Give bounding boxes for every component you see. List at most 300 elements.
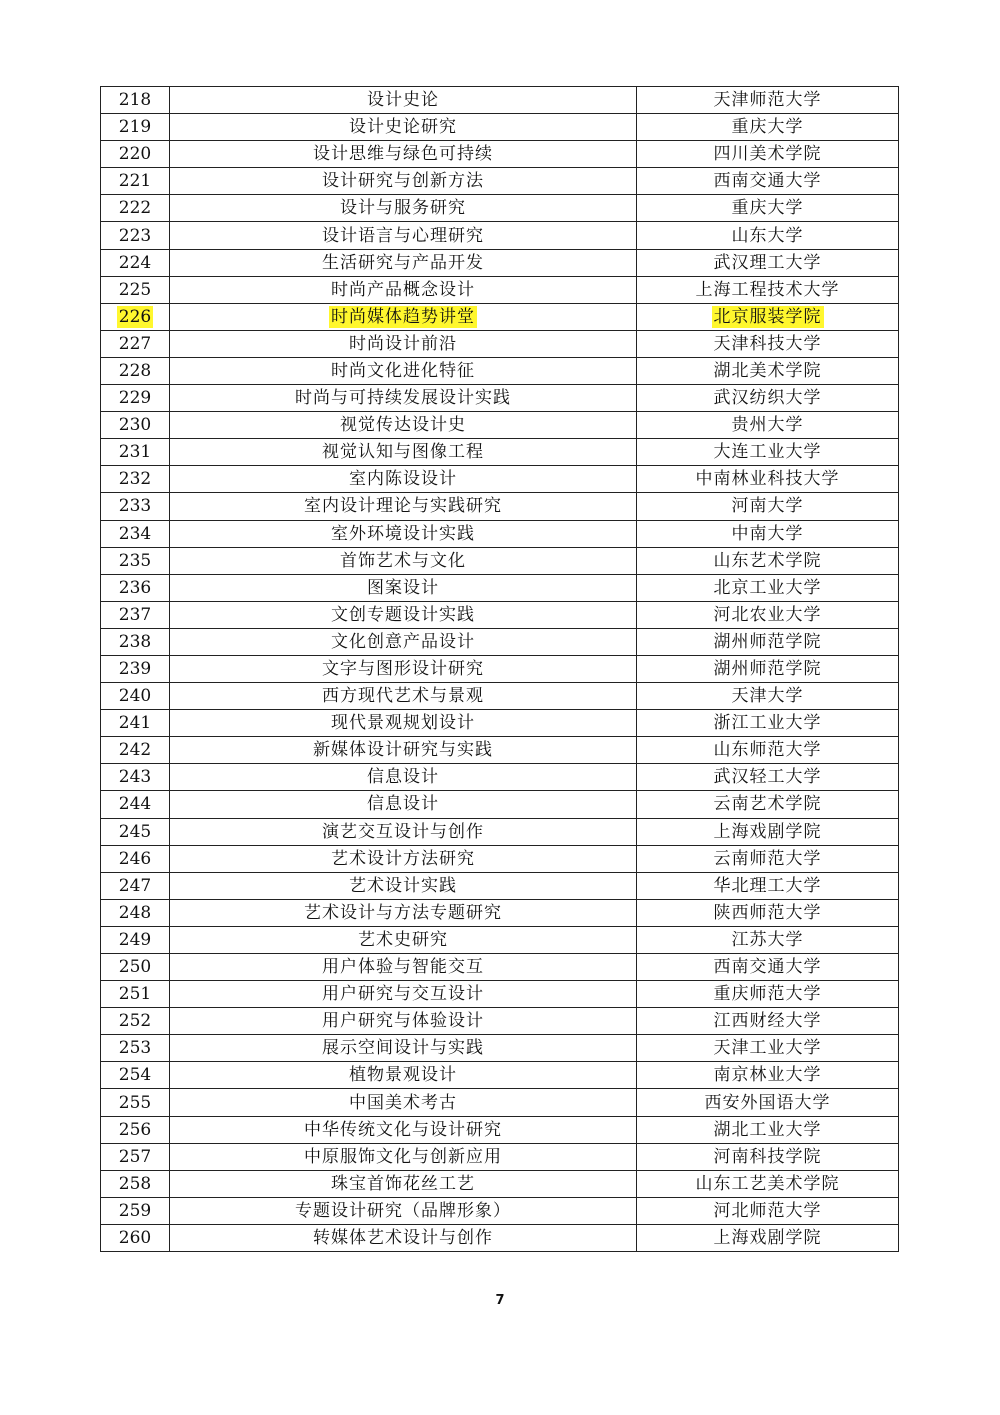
- course-name-cell: [170, 981, 637, 1008]
- row-number: 259: [118, 1200, 152, 1221]
- school-name-cell: [637, 141, 899, 168]
- course-name: 专题设计研究（品牌形象）: [295, 1200, 511, 1221]
- course-table: [100, 86, 899, 1252]
- row-number-cell: [101, 114, 170, 141]
- row-number-cell: [101, 899, 170, 926]
- course-name-cell: [170, 547, 637, 574]
- row-number-cell: [101, 1143, 170, 1170]
- table-row: [101, 872, 899, 899]
- course-name-cell: [170, 303, 637, 330]
- course-name-cell: [170, 357, 637, 384]
- row-number-cell: [101, 872, 170, 899]
- school-name: 华北理工大学: [713, 875, 822, 896]
- table-row: [101, 1197, 899, 1224]
- table-row: [101, 574, 899, 601]
- course-name-cell: [170, 628, 637, 655]
- school-name: 西南交通大学: [713, 957, 822, 978]
- table-row: [101, 412, 899, 439]
- table-row: [101, 899, 899, 926]
- school-name: 江西财经大学: [713, 1011, 822, 1032]
- course-name-cell: [170, 141, 637, 168]
- course-name: 设计与服务研究: [340, 198, 466, 219]
- table-row: [101, 168, 899, 195]
- row-number: 226: [118, 306, 152, 327]
- school-name-cell: [637, 439, 899, 466]
- table-row: [101, 601, 899, 628]
- course-name: 艺术设计与方法专题研究: [304, 902, 502, 923]
- table-row: [101, 1224, 899, 1251]
- row-number-cell: [101, 330, 170, 357]
- course-name: 中国美术考古: [349, 1092, 457, 1113]
- row-number-cell: [101, 303, 170, 330]
- row-number: 232: [118, 469, 152, 490]
- row-number-cell: [101, 601, 170, 628]
- table-row: [101, 1035, 899, 1062]
- row-number: 239: [118, 659, 152, 680]
- course-name: 室外环境设计实践: [331, 523, 475, 544]
- course-name-cell: [170, 737, 637, 764]
- table-body: [101, 87, 899, 1252]
- row-number: 240: [118, 686, 152, 707]
- school-name: 山东艺术学院: [713, 550, 822, 571]
- school-name: 上海戏剧学院: [713, 1227, 822, 1248]
- row-number: 248: [118, 902, 152, 923]
- row-number-cell: [101, 87, 170, 114]
- table-row: [101, 1008, 899, 1035]
- course-name-cell: [170, 168, 637, 195]
- table-row: [101, 114, 899, 141]
- course-name-cell: [170, 899, 637, 926]
- course-name-cell: [170, 87, 637, 114]
- school-name-cell: [637, 276, 899, 303]
- table-row: [101, 493, 899, 520]
- course-name: 视觉传达设计史: [340, 415, 466, 436]
- row-number: 252: [118, 1011, 152, 1032]
- course-name: 艺术设计实践: [349, 875, 457, 896]
- school-name: 天津师范大学: [713, 90, 822, 111]
- course-name: 艺术史研究: [358, 929, 448, 950]
- row-number: 251: [118, 984, 152, 1005]
- school-name-cell: [637, 357, 899, 384]
- course-name: 生活研究与产品开发: [322, 252, 484, 273]
- school-name: 重庆大学: [731, 198, 804, 219]
- row-number: 224: [118, 252, 152, 273]
- course-name: 艺术设计方法研究: [331, 848, 475, 869]
- row-number: 235: [118, 550, 152, 571]
- course-name-cell: [170, 520, 637, 547]
- course-name-cell: [170, 114, 637, 141]
- row-number-cell: [101, 764, 170, 791]
- table-row: [101, 1116, 899, 1143]
- course-name-cell: [170, 1062, 637, 1089]
- table-row: [101, 195, 899, 222]
- course-name: 文字与图形设计研究: [322, 659, 484, 680]
- row-number: 231: [118, 442, 152, 463]
- table-row: [101, 764, 899, 791]
- course-name: 设计研究与创新方法: [322, 171, 484, 192]
- school-name: 武汉理工大学: [713, 252, 822, 273]
- course-name: 用户研究与交互设计: [322, 984, 484, 1005]
- course-name: 演艺交互设计与创作: [322, 821, 484, 842]
- school-name-cell: [637, 1008, 899, 1035]
- row-number: 233: [118, 496, 152, 517]
- row-number-cell: [101, 276, 170, 303]
- school-name: 西南交通大学: [713, 171, 822, 192]
- school-name-cell: [637, 168, 899, 195]
- row-number-cell: [101, 439, 170, 466]
- row-number-cell: [101, 574, 170, 601]
- course-name: 文创专题设计实践: [331, 604, 475, 625]
- course-name: 时尚媒体趋势讲堂: [331, 306, 475, 327]
- row-number-cell: [101, 845, 170, 872]
- course-name-cell: [170, 791, 637, 818]
- row-number: 227: [118, 333, 152, 354]
- row-number: 222: [118, 198, 152, 219]
- school-name: 河北师范大学: [713, 1200, 822, 1221]
- school-name: 云南艺术学院: [713, 794, 822, 815]
- table-row: [101, 628, 899, 655]
- course-name-cell: [170, 764, 637, 791]
- school-name: 湖北工业大学: [713, 1119, 822, 1140]
- table-row: [101, 1143, 899, 1170]
- school-name-cell: [637, 412, 899, 439]
- table-row: [101, 1170, 899, 1197]
- school-name-cell: [637, 1089, 899, 1116]
- table-row: [101, 439, 899, 466]
- course-name: 时尚与可持续发展设计实践: [295, 388, 511, 409]
- course-name: 室内陈设设计: [349, 469, 457, 490]
- row-number-cell: [101, 818, 170, 845]
- row-number-cell: [101, 1197, 170, 1224]
- page-number: 7: [495, 1293, 505, 1308]
- table-row: [101, 222, 899, 249]
- row-number-cell: [101, 195, 170, 222]
- school-name-cell: [637, 114, 899, 141]
- course-name: 文化创意产品设计: [331, 631, 475, 652]
- row-number: 218: [118, 90, 152, 111]
- school-name-cell: [637, 899, 899, 926]
- school-name-cell: [637, 683, 899, 710]
- row-number: 253: [118, 1038, 152, 1059]
- course-name-cell: [170, 710, 637, 737]
- row-number: 220: [118, 144, 152, 165]
- table-row: [101, 683, 899, 710]
- course-name: 时尚文化进化特征: [331, 360, 475, 381]
- row-number-cell: [101, 1008, 170, 1035]
- course-name: 设计史论: [367, 90, 439, 111]
- course-name-cell: [170, 412, 637, 439]
- row-number: 258: [118, 1173, 152, 1194]
- table-row: [101, 357, 899, 384]
- school-name-cell: [637, 222, 899, 249]
- course-name: 新媒体设计研究与实践: [313, 740, 493, 761]
- course-name-cell: [170, 1170, 637, 1197]
- school-name: 云南师范大学: [713, 848, 822, 869]
- row-number: 242: [118, 740, 152, 761]
- course-name-cell: [170, 249, 637, 276]
- row-number: 228: [118, 360, 152, 381]
- school-name-cell: [637, 1143, 899, 1170]
- row-number: 230: [118, 415, 152, 436]
- school-name-cell: [637, 845, 899, 872]
- row-number: 236: [118, 577, 152, 598]
- course-name-cell: [170, 872, 637, 899]
- table-row: [101, 466, 899, 493]
- course-name-cell: [170, 574, 637, 601]
- row-number: 229: [118, 388, 152, 409]
- school-name: 山东大学: [731, 225, 804, 246]
- course-name: 时尚设计前沿: [349, 333, 457, 354]
- school-name-cell: [637, 628, 899, 655]
- row-number-cell: [101, 954, 170, 981]
- school-name-cell: [637, 493, 899, 520]
- course-name: 用户体验与智能交互: [322, 957, 484, 978]
- row-number-cell: [101, 926, 170, 953]
- school-name: 上海戏剧学院: [713, 821, 822, 842]
- row-number: 249: [118, 929, 152, 950]
- table-row: [101, 981, 899, 1008]
- table-row: [101, 737, 899, 764]
- school-name-cell: [637, 547, 899, 574]
- table-row: [101, 547, 899, 574]
- school-name-cell: [637, 1170, 899, 1197]
- row-number: 247: [118, 875, 152, 896]
- course-name-cell: [170, 439, 637, 466]
- school-name: 大连工业大学: [713, 442, 822, 463]
- course-name-cell: [170, 655, 637, 682]
- course-name-cell: [170, 1035, 637, 1062]
- course-name-cell: [170, 1089, 637, 1116]
- school-name-cell: [637, 330, 899, 357]
- table-row: [101, 87, 899, 114]
- school-name: 南京林业大学: [713, 1065, 822, 1086]
- school-name: 中南大学: [731, 523, 804, 544]
- school-name-cell: [637, 520, 899, 547]
- row-number-cell: [101, 168, 170, 195]
- school-name-cell: [637, 791, 899, 818]
- school-name-cell: [637, 195, 899, 222]
- row-number-cell: [101, 1089, 170, 1116]
- school-name: 湖北美术学院: [713, 360, 822, 381]
- course-name: 转媒体艺术设计与创作: [313, 1227, 493, 1248]
- school-name: 河南大学: [731, 496, 804, 517]
- school-name: 河北农业大学: [713, 604, 822, 625]
- course-name-cell: [170, 385, 637, 412]
- row-number: 237: [118, 604, 152, 625]
- school-name-cell: [637, 764, 899, 791]
- course-name-cell: [170, 466, 637, 493]
- course-name-cell: [170, 1116, 637, 1143]
- course-name-cell: [170, 926, 637, 953]
- course-name: 信息设计: [367, 794, 439, 815]
- school-name: 天津科技大学: [713, 333, 822, 354]
- row-number: 243: [118, 767, 152, 788]
- course-name-cell: [170, 1008, 637, 1035]
- row-number-cell: [101, 249, 170, 276]
- school-name-cell: [637, 710, 899, 737]
- school-name-cell: [637, 1224, 899, 1251]
- course-name: 中原服饰文化与创新应用: [304, 1146, 502, 1167]
- table-row: [101, 791, 899, 818]
- row-number-cell: [101, 141, 170, 168]
- school-name: 四川美术学院: [713, 144, 822, 165]
- row-number-cell: [101, 357, 170, 384]
- school-name-cell: [637, 249, 899, 276]
- course-name-cell: [170, 954, 637, 981]
- table-row: [101, 655, 899, 682]
- school-name: 江苏大学: [731, 929, 804, 950]
- school-name: 上海工程技术大学: [695, 279, 840, 300]
- course-name-cell: [170, 330, 637, 357]
- course-name: 设计思维与绿色可持续: [313, 144, 493, 165]
- row-number-cell: [101, 1224, 170, 1251]
- school-name: 湖州师范学院: [713, 631, 822, 652]
- row-number-cell: [101, 1035, 170, 1062]
- table-row: [101, 330, 899, 357]
- school-name: 陕西师范大学: [713, 902, 822, 923]
- course-name: 设计史论研究: [349, 117, 457, 138]
- table-row: [101, 276, 899, 303]
- row-number-cell: [101, 981, 170, 1008]
- school-name: 中南林业科技大学: [695, 469, 840, 490]
- table-row: [101, 954, 899, 981]
- school-name-cell: [637, 818, 899, 845]
- row-number: 238: [118, 631, 152, 652]
- row-number: 254: [118, 1065, 152, 1086]
- table-row: [101, 818, 899, 845]
- row-number-cell: [101, 683, 170, 710]
- school-name: 重庆大学: [731, 117, 804, 138]
- row-number-cell: [101, 1062, 170, 1089]
- row-number: 255: [118, 1092, 152, 1113]
- row-number-cell: [101, 466, 170, 493]
- school-name: 武汉纺织大学: [713, 388, 822, 409]
- school-name: 山东工艺美术学院: [695, 1173, 840, 1194]
- table-row: [101, 710, 899, 737]
- school-name-cell: [637, 737, 899, 764]
- course-name-cell: [170, 845, 637, 872]
- course-name: 珠宝首饰花丝工艺: [331, 1173, 475, 1194]
- row-number: 234: [118, 523, 152, 544]
- school-name-cell: [637, 954, 899, 981]
- school-name: 重庆师范大学: [713, 984, 822, 1005]
- school-name: 贵州大学: [731, 415, 804, 436]
- row-number-cell: [101, 520, 170, 547]
- course-name-cell: [170, 493, 637, 520]
- school-name: 浙江工业大学: [713, 713, 822, 734]
- course-name-cell: [170, 222, 637, 249]
- row-number-cell: [101, 1170, 170, 1197]
- school-name: 河南科技学院: [713, 1146, 822, 1167]
- course-name: 西方现代艺术与景观: [322, 686, 484, 707]
- course-name: 图案设计: [367, 577, 439, 598]
- school-name-cell: [637, 466, 899, 493]
- row-number: 250: [118, 957, 152, 978]
- row-number: 257: [118, 1146, 152, 1167]
- course-name: 室内设计理论与实践研究: [304, 496, 502, 517]
- row-number: 246: [118, 848, 152, 869]
- table-row: [101, 249, 899, 276]
- school-name-cell: [637, 655, 899, 682]
- school-name-cell: [637, 601, 899, 628]
- course-name: 信息设计: [367, 767, 439, 788]
- row-number: 225: [118, 279, 152, 300]
- table-row: [101, 141, 899, 168]
- school-name-cell: [637, 574, 899, 601]
- school-name-cell: [637, 1062, 899, 1089]
- course-name-cell: [170, 818, 637, 845]
- course-name: 首饰艺术与文化: [340, 550, 466, 571]
- school-name: 北京服装学院: [713, 306, 822, 327]
- row-number-cell: [101, 655, 170, 682]
- row-number-cell: [101, 493, 170, 520]
- table-row: [101, 845, 899, 872]
- row-number: 221: [118, 171, 152, 192]
- table-row: [101, 385, 899, 412]
- row-number-cell: [101, 412, 170, 439]
- row-number: 245: [118, 821, 152, 842]
- course-name: 设计语言与心理研究: [322, 225, 484, 246]
- school-name: 武汉轻工大学: [713, 767, 822, 788]
- school-name: 西安外国语大学: [704, 1092, 831, 1113]
- row-number-cell: [101, 628, 170, 655]
- course-name-cell: [170, 601, 637, 628]
- course-name-cell: [170, 683, 637, 710]
- row-number: 223: [118, 225, 152, 246]
- table-row: [101, 926, 899, 953]
- course-name-cell: [170, 1224, 637, 1251]
- row-number-cell: [101, 737, 170, 764]
- row-number: 256: [118, 1119, 152, 1140]
- school-name: 天津工业大学: [713, 1038, 822, 1059]
- row-number-cell: [101, 222, 170, 249]
- school-name: 北京工业大学: [713, 577, 822, 598]
- school-name-cell: [637, 303, 899, 330]
- school-name-cell: [637, 981, 899, 1008]
- course-name-cell: [170, 195, 637, 222]
- row-number-cell: [101, 791, 170, 818]
- school-name-cell: [637, 87, 899, 114]
- row-number-cell: [101, 1116, 170, 1143]
- row-number-cell: [101, 385, 170, 412]
- school-name-cell: [637, 1035, 899, 1062]
- row-number: 244: [118, 794, 152, 815]
- school-name-cell: [637, 926, 899, 953]
- course-name: 视觉认知与图像工程: [322, 442, 484, 463]
- row-number-cell: [101, 547, 170, 574]
- table-row: [101, 1062, 899, 1089]
- school-name-cell: [637, 1197, 899, 1224]
- course-name: 植物景观设计: [349, 1065, 457, 1086]
- table-row: [101, 1089, 899, 1116]
- school-name-cell: [637, 1116, 899, 1143]
- table-row: [101, 303, 899, 330]
- table-row: [101, 520, 899, 547]
- course-name-cell: [170, 1197, 637, 1224]
- school-name: 天津大学: [731, 686, 804, 707]
- row-number: 241: [118, 713, 152, 734]
- school-name-cell: [637, 385, 899, 412]
- school-name: 湖州师范学院: [713, 659, 822, 680]
- course-name: 展示空间设计与实践: [322, 1038, 484, 1059]
- school-name-cell: [637, 872, 899, 899]
- course-name: 时尚产品概念设计: [331, 279, 475, 300]
- course-name: 中华传统文化与设计研究: [304, 1119, 502, 1140]
- course-name-cell: [170, 276, 637, 303]
- row-number: 260: [118, 1227, 152, 1248]
- course-name: 用户研究与体验设计: [322, 1011, 484, 1032]
- course-name: 现代景观规划设计: [331, 713, 475, 734]
